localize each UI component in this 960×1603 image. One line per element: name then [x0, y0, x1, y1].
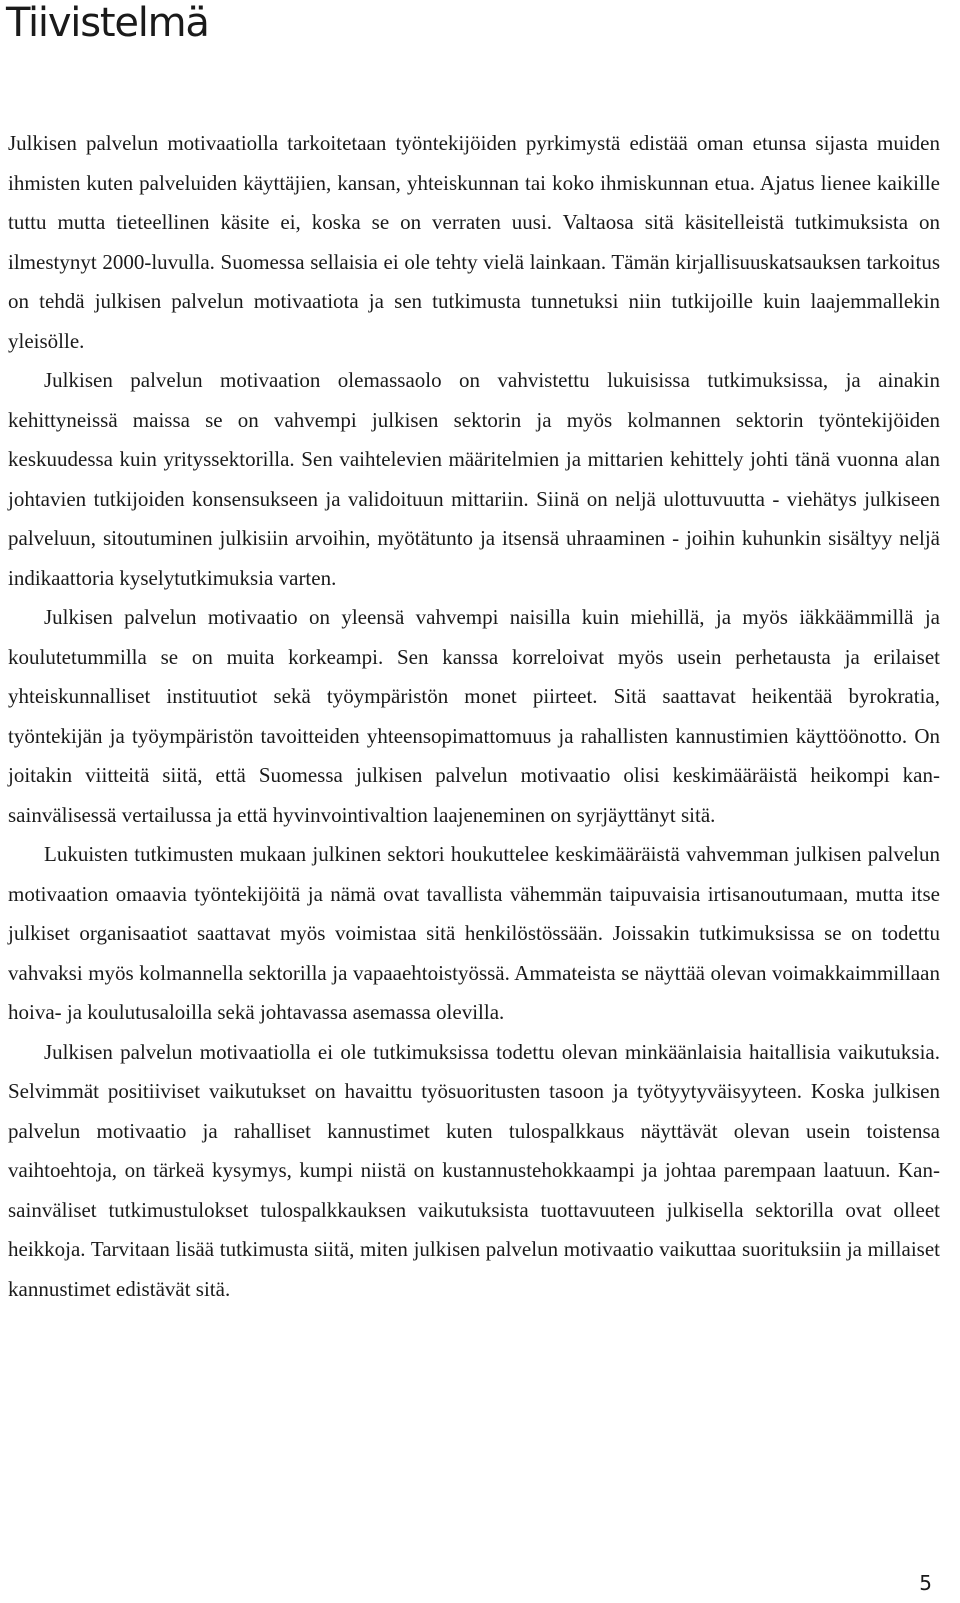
abstract-body: [8, 124, 940, 1309]
paragraph-4: Lukuisten tutkimusten mukaan julkinen sektori houkuttelee keskimääräistä vahvemman julkisen palvelun motivaation omaavia työntekijöitä ja nämä ovat tavallista vähemmän taipuvaisia irtisanoutumaan, mutta itse julkiset organisaatiot saattavat myös voimistaa sitä henkilöstössään. Joissakin tutkimuksissa se on todettu vahvaksi myös kolmannella sektorilla ja vapaaehtoistyössä. Ammateista se näyttää olevan voimakkaimmillaan hoiva- ja koulutusaloilla sekä johtavassa asemassa olevilla.: [8, 842, 940, 1024]
paragraph-1: Julkisen palvelun motivaatiolla tarkoitetaan työntekijöiden pyrkimystä edistää oman etunsa sijasta muiden ihmisten kuten palveluiden käyttäjien, kansan, yhteiskunnan tai koko ihmiskunnan etua. Ajatus lienee kaikille tuttu mutta tieteellinen käsite ei, koska se on verraten uusi. Valtaosa sitä käsitelleistä tutkimuksista on ilmestynyt 2000-luvulla. Suomessa sellaisia ei ole tehty vielä lainkaan. Tämän kirjallisuuskatsauksen tarkoitus on tehdä julkisen palvelun motivaatiota ja sen tutkimusta tunnetuksi niin tutkijoille kuin laajemmallekin yleisölle.: [8, 131, 940, 353]
paragraph-2: Julkisen palvelun motivaation olemassaolo on vahvistettu lukuisissa tutkimuksissa, ja ainakin kehittyneissä maissa se on vahvempi julkisen sektorin ja myös kolmannen sektorin työntekijöiden keskuudessa kuin yrityssektorilla. Sen vaihtelevien määritelmien ja mittarien kehittely johti tänä vuonna alan johtavien tutkijoiden konsensukseen ja validoituun mittariin. Siinä on neljä ulottuvuutta - viehätys julkiseen palveluun, sitoutuminen julkisiin arvoihin, myötätunto ja itsensä uhraaminen - joihin kuhunkin sisältyy neljä indikaattoria kyselytutkimuksia varten.: [8, 368, 940, 590]
paragraph-3: Julkisen palvelun motivaatio on yleensä vahvempi naisilla kuin miehillä, ja myös iäkkäämmillä ja koulutetummilla se on muita korkeampi. Sen kanssa korreloivat myös usein perhetausta ja erilaiset yhteiskunnalliset instituutiot sekä työympäristön monet piirteet. Sitä saattavat heikentää byrokratia, työntekijän ja työympäristön tavoitteiden yhteensopimattomuus ja rahallisten kannustimien käyttöönotto. On joitakin viitteitä siitä, että Suomessa julkisen palvelun motivaatio olisi keskimääräistä heikompi kansainvälisessä vertailussa ja että hyvinvointivaltion laajeneminen on syrjäyttänyt sitä.: [8, 605, 940, 827]
paragraph-5: Julkisen palvelun motivaatiolla ei ole tutkimuksissa todettu olevan minkäänlaisia haitallisia vaikutuksia. Selvimmät positiiviset vaikutukset on havaittu työsuoritusten tasoon ja työtyytyväisyyteen. Koska julkisen palvelun motivaatio ja rahalliset kannustimet kuten tulospalkkaus näyttävät olevan usein toistensa vaihtoehtoja, on tärkeä kysymys, kumpi niistä on kustannustehokkaampi ja johtaa parempaan laatuun. Kansainväliset tutkimustulokset tulospalkkauksen vaikutuksista tuottavuuteen julkisella sektorilla ovat olleet heikkoja. Tarvitaan lisää tutkimusta siitä, miten julkisen palvelun motivaatio vaikuttaa suorituksiin ja millaiset kannustimet edistävät sitä.: [8, 1039, 940, 1301]
page-number: 5: [919, 1571, 932, 1595]
page-title: Tiivistelmä: [6, 0, 209, 46]
